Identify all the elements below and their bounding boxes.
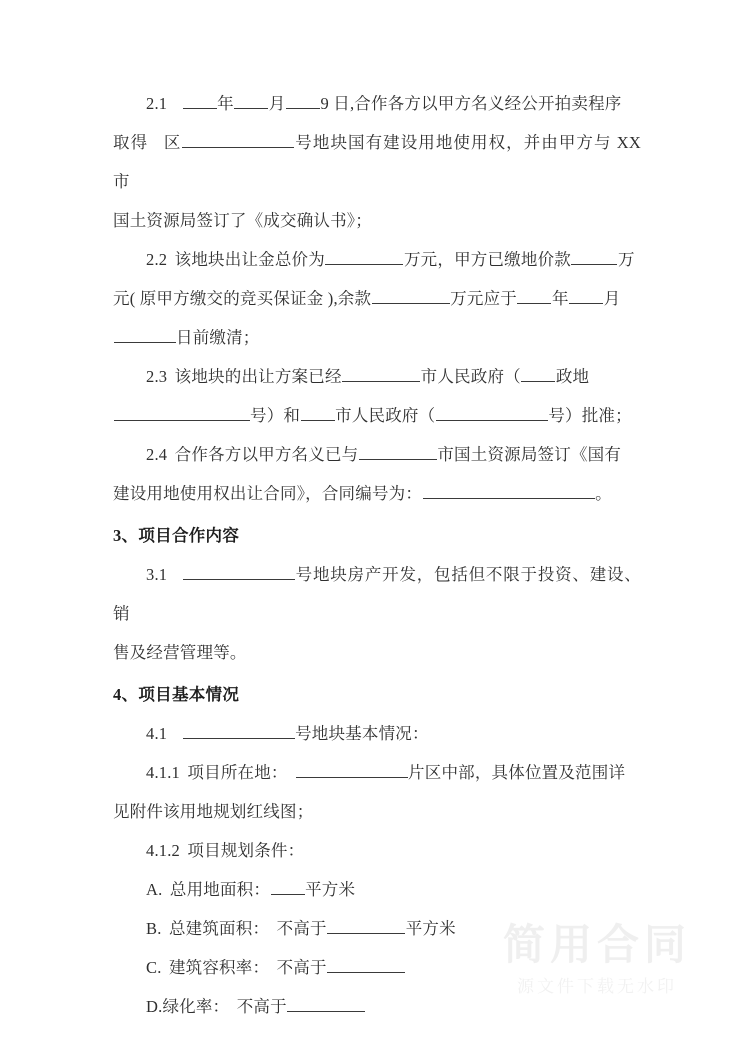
clause-4-1-2-text-1: 项目规划条件：	[187, 841, 305, 860]
blank-total-building-area[interactable]	[327, 917, 405, 934]
blank-due-year[interactable]	[517, 287, 551, 304]
clause-2-3	[113, 357, 641, 396]
planning-item-c-text-2: 不高于	[276, 958, 327, 977]
watermark-title: 简用合同	[502, 920, 691, 968]
clause-2-3-text-5: 市人民政府（	[335, 406, 436, 425]
blank-parcel-number-3-1[interactable]	[183, 563, 295, 580]
clause-2-4	[113, 435, 641, 474]
blank-year-2-1[interactable]	[183, 92, 217, 109]
blank-parcel-number-2-1[interactable]	[182, 131, 294, 148]
clause-4-1-1-text-3: 见附件该用地规划红线图；	[113, 802, 314, 821]
clause-3-1-number: 3.1	[146, 565, 168, 584]
clause-2-3-line-2	[113, 396, 641, 435]
planning-item-a-label: A.	[146, 880, 163, 899]
planning-item-a-text-2: 平方米	[305, 880, 356, 899]
heading-section-4: 4、项目基本情况	[113, 685, 240, 704]
clause-2-1-line-3	[113, 201, 641, 240]
blank-city-approval-2[interactable]	[301, 404, 335, 421]
clause-4-1-text-1: 号地块基本情况：	[295, 724, 429, 743]
clause-2-3-text-3: 政地	[555, 367, 590, 386]
planning-item-d	[113, 987, 641, 1026]
clause-2-2-text-5: 万元应于	[450, 289, 517, 308]
clause-2-3-number: 2.3	[146, 367, 168, 386]
clause-2-1-text-4: 取得	[113, 133, 149, 152]
clause-2-4-number: 2.4	[146, 445, 168, 464]
clause-2-2-number: 2.2	[146, 250, 168, 269]
clause-2-3-text-4: 号）和	[250, 406, 301, 425]
blank-balance-amount[interactable]	[372, 287, 450, 304]
clause-2-2-text-6: 年	[551, 289, 569, 308]
clause-2-1-text-3: 9 日,合作各方以甲方名义经公开拍卖程序	[320, 94, 622, 113]
planning-item-b-label: B.	[146, 919, 162, 938]
clause-3-1-line-2	[113, 633, 641, 672]
planning-item-c-text-1: 建筑容积率：	[168, 958, 270, 977]
clause-4-1-1-text-1: 项目所在地：	[187, 763, 288, 782]
clause-2-2-text-1: 该地块出让金总价为	[174, 250, 325, 269]
planning-item-b-text-1: 总建筑面积：	[168, 919, 270, 938]
clause-4-1-1	[113, 753, 641, 792]
planning-item-c	[113, 948, 641, 987]
blank-location-area[interactable]	[296, 761, 408, 778]
clause-2-1-number: 2.1	[146, 94, 168, 113]
blank-contract-number[interactable]	[423, 482, 595, 499]
clause-2-1-text-6: 号地块国有建设用地使用权，并由甲方与 XX 市	[113, 133, 641, 191]
blank-due-month[interactable]	[569, 287, 603, 304]
clause-4-1-2	[113, 831, 641, 870]
clause-2-2-text-7: 月	[603, 289, 621, 308]
clause-2-2-text-8: 日前缴清；	[176, 328, 260, 347]
planning-item-b	[113, 909, 641, 948]
clause-2-1-text-1: 年	[217, 94, 234, 113]
clause-3-1	[113, 555, 641, 633]
clause-3-1-text-1: 号地块房产开发，包括但不限于投资、建设、销	[113, 565, 641, 623]
clause-4-1-2-number: 4.1.2	[146, 841, 180, 860]
blank-day-2-1[interactable]	[286, 92, 320, 109]
blank-month-2-1[interactable]	[234, 92, 268, 109]
blank-floor-area-ratio[interactable]	[327, 956, 405, 973]
clause-2-3-text-1: 该地块的出让方案已经	[174, 367, 342, 386]
blank-doc-prefix[interactable]	[521, 365, 555, 382]
blank-total-price[interactable]	[325, 248, 403, 265]
clause-4-1-number: 4.1	[146, 724, 168, 743]
clause-4-1-1-line-2	[113, 792, 641, 831]
clause-4-1	[113, 714, 641, 753]
clause-2-2-text-2: 万元，甲方已缴地价款	[403, 250, 571, 269]
blank-doc-number-1[interactable]	[114, 404, 250, 421]
clause-2-4-text-4: 。	[595, 484, 612, 503]
clause-2-1-text-7: 国土资源局签订了《成交确认书》；	[113, 211, 372, 230]
watermark-subtitle: 源文件下载无水印	[517, 977, 677, 996]
clause-2-2-line-3	[113, 318, 641, 357]
clause-2-4-line-2	[113, 474, 641, 513]
clause-2-4-text-2: 市国土资源局签订《国有	[437, 445, 622, 464]
clause-2-4-text-1: 合作各方以甲方名义已与	[174, 445, 359, 464]
planning-item-a	[113, 870, 641, 909]
blank-parcel-number-4-1[interactable]	[183, 722, 295, 739]
heading-section-3: 3、项目合作内容	[113, 526, 240, 545]
blank-due-day[interactable]	[114, 326, 176, 343]
clause-2-1-line-2	[113, 123, 641, 201]
blank-city-approval-1[interactable]	[342, 365, 420, 382]
planning-item-c-label: C.	[146, 958, 162, 977]
clause-4-1-1-number: 4.1.1	[146, 763, 180, 782]
clause-2-2-text-3: 万	[617, 250, 635, 269]
planning-item-d-text-2: 不高于	[236, 997, 287, 1016]
clause-3-1-text-2: 售及经营管理等。	[113, 643, 247, 662]
clause-2-2-line-2	[113, 279, 641, 318]
blank-green-ratio[interactable]	[287, 995, 365, 1012]
clause-2-1-text-5: 区	[162, 133, 182, 152]
clause-2-1-text-2: 月	[268, 94, 286, 113]
planning-item-b-text-3: 平方米	[405, 919, 456, 938]
planning-item-d-label: D.	[146, 997, 163, 1016]
blank-paid-amount[interactable]	[571, 248, 617, 265]
clause-2-3-text-2: 市人民政府（	[420, 367, 521, 386]
clause-4-1-1-text-2: 片区中部，具体位置及范围详	[408, 763, 626, 782]
blank-doc-number-2[interactable]	[436, 404, 548, 421]
clause-2-2-text-4: 元( 原甲方缴交的竞买保证金 ),余款	[113, 289, 372, 308]
planning-item-a-text-1: 总用地面积：	[169, 880, 271, 899]
clause-2-1	[113, 84, 641, 123]
blank-land-bureau-city[interactable]	[359, 443, 437, 460]
document-body	[113, 84, 641, 1026]
planning-item-d-text-1: 绿化率：	[162, 997, 230, 1016]
planning-item-b-text-2: 不高于	[276, 919, 327, 938]
blank-total-land-area[interactable]	[271, 878, 305, 895]
clause-2-4-text-3: 建设用地使用权出让合同》，合同编号为：	[113, 484, 423, 503]
clause-2-2	[113, 240, 641, 279]
clause-2-3-text-6: 号）批准；	[548, 406, 632, 425]
